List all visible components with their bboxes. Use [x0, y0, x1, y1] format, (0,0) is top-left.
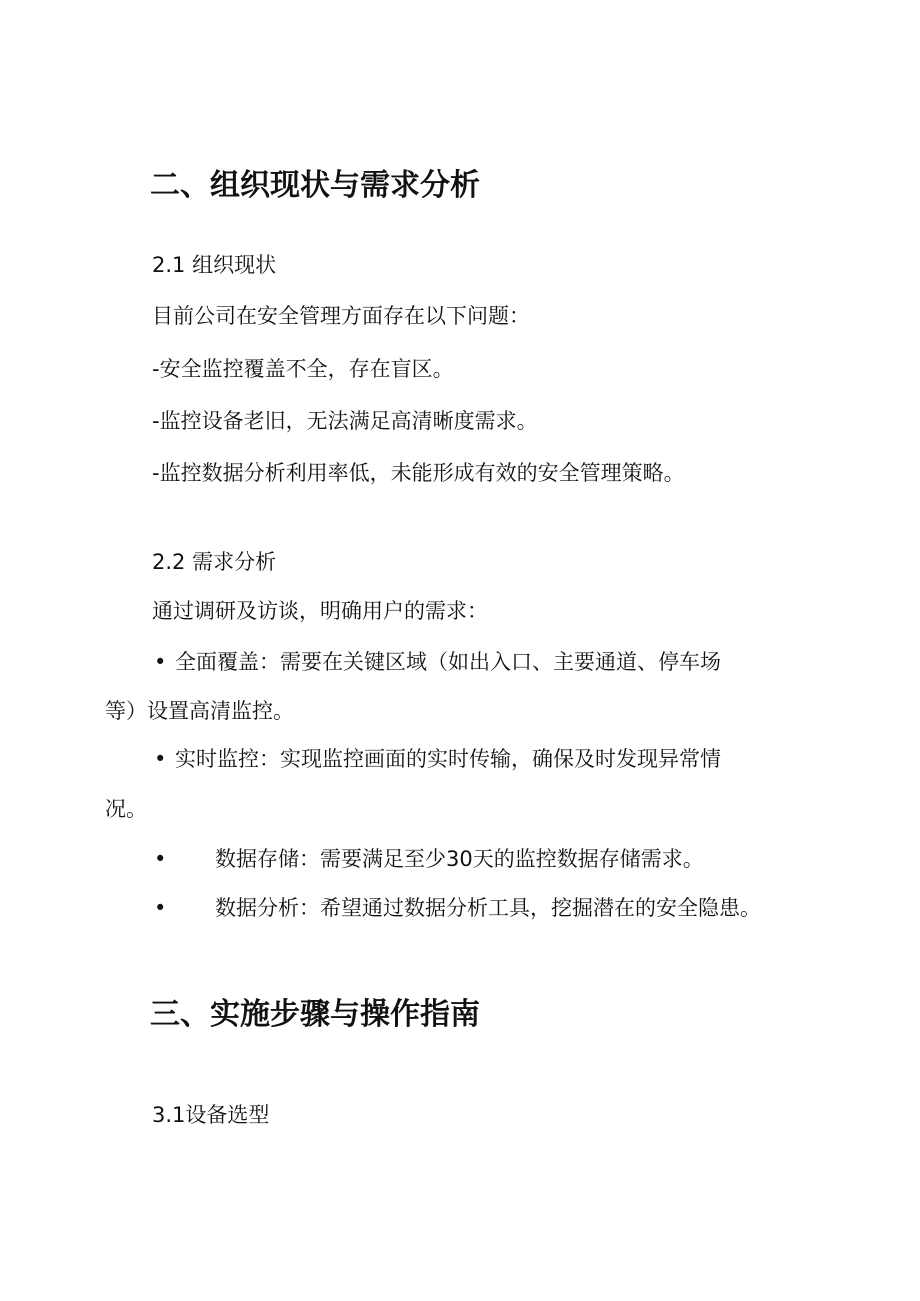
requirement-item-line: 实时监控：实现监控画面的实时传输，确保及时发现异常情	[175, 747, 721, 771]
bullet-marker: •	[154, 747, 167, 771]
section-3-1-heading: 3.1设备选型	[152, 1103, 270, 1127]
requirement-item-line: 全面覆盖：需要在关键区域（如出入口、主要通道、停车场	[175, 650, 721, 674]
section-3-title: 三、实施步骤与操作指南	[150, 997, 480, 1032]
requirement-item-line: 数据存储：需要满足至少30天的监控数据存储需求。	[215, 847, 704, 871]
requirement-item-line: 等）设置高清监控。	[105, 699, 294, 723]
requirement-item-line: 况。	[105, 797, 147, 821]
section-2-1-heading: 2.1 组织现状	[152, 253, 277, 277]
section-2-1-intro: 目前公司在安全管理方面存在以下问题：	[152, 304, 530, 328]
section-2-2-intro: 通过调研及访谈，明确用户的需求：	[152, 599, 488, 623]
requirement-item-line: 数据分析：希望通过数据分析工具，挖掘潜在的安全隐患。	[215, 896, 761, 920]
problem-item: -监控设备老旧，无法满足高清晰度需求。	[152, 409, 538, 433]
bullet-marker: •	[154, 896, 167, 920]
bullet-marker: •	[154, 847, 167, 871]
problem-item: -安全监控覆盖不全，存在盲区。	[152, 357, 454, 381]
problem-item: -监控数据分析利用率低，未能形成有效的安全管理策略。	[152, 461, 685, 485]
bullet-marker: •	[154, 650, 167, 674]
section-2-title: 二、组织现状与需求分析	[150, 168, 480, 203]
section-2-2-heading: 2.2 需求分析	[152, 550, 277, 574]
